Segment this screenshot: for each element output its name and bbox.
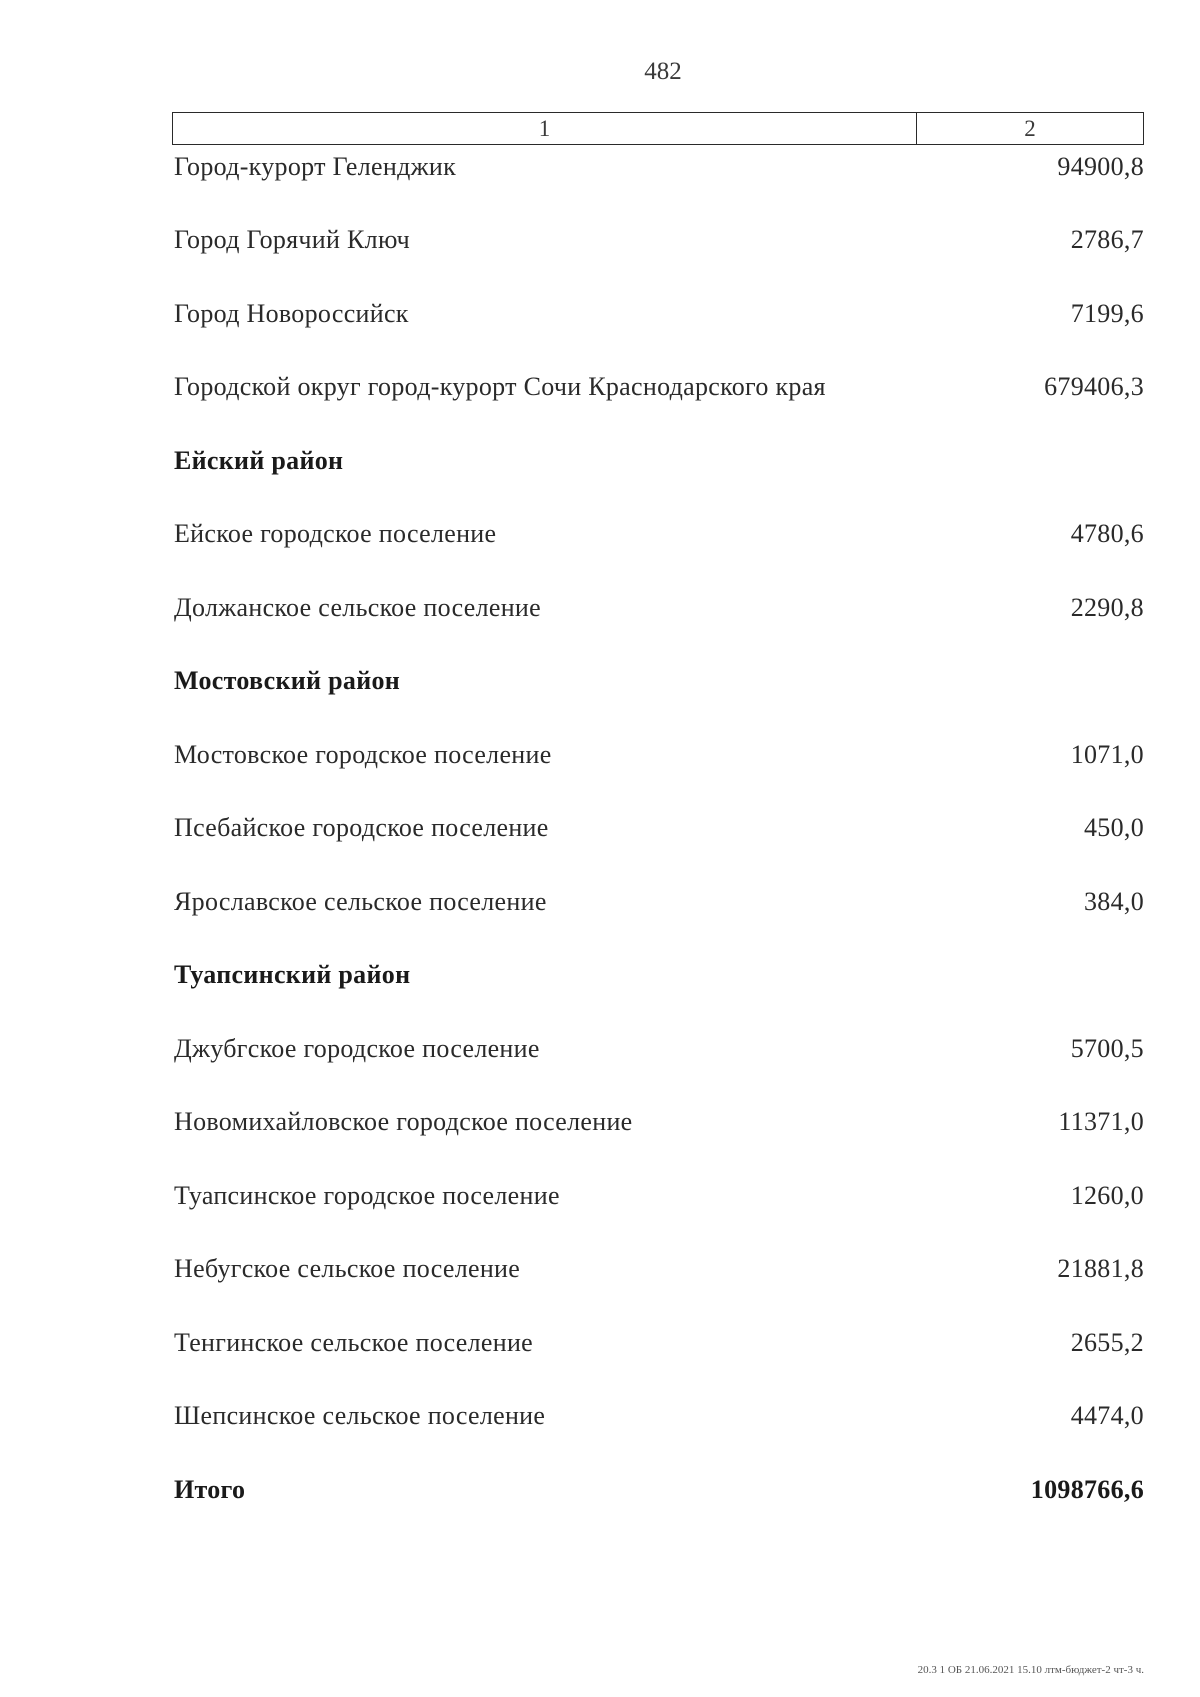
- row-value: 2655,2: [1070, 1327, 1144, 1357]
- row-name: Туапсинский район: [174, 960, 411, 990]
- row-value: 1071,0: [1070, 739, 1144, 769]
- row-value: 679406,3: [1044, 372, 1144, 402]
- document-footer-code: 20.3 1 ОБ 21.06.2021 15.10 лтм-бюджет-2 чт-3 ч.: [917, 1664, 1144, 1676]
- row-value: 4780,6: [1070, 519, 1144, 549]
- row-value: 2290,8: [1070, 592, 1144, 622]
- row-name: Джубгское городское поселение: [174, 1033, 540, 1063]
- table-row: [174, 1012, 1144, 1086]
- row-value: 94900,8: [1057, 151, 1144, 181]
- page-number: 482: [644, 58, 682, 85]
- row-name: Город Горячий Ключ: [174, 225, 411, 255]
- table-row: [174, 1233, 1144, 1307]
- table-row: [174, 204, 1144, 278]
- table-row: [174, 1086, 1144, 1160]
- row-value: 11371,0: [1058, 1107, 1144, 1137]
- total-row: [174, 1453, 1144, 1527]
- table-row: [174, 792, 1144, 866]
- row-name: Город Новороссийск: [174, 298, 409, 328]
- column-2-header: 2: [1024, 116, 1036, 141]
- row-name: Итого: [174, 1474, 246, 1504]
- row-name: Городской округ город-курорт Сочи Краснодарского края: [174, 372, 826, 402]
- row-name: Мостовский район: [174, 666, 401, 696]
- row-value: 450,0: [1084, 813, 1144, 843]
- row-name: Шепсинское сельское поселение: [174, 1401, 546, 1431]
- row-name: Небугское сельское поселение: [174, 1254, 521, 1284]
- row-name: Ярославское сельское поселение: [174, 886, 547, 916]
- row-name: Туапсинское городское поселение: [174, 1180, 560, 1210]
- table-row: [174, 1159, 1144, 1233]
- row-value: 1098766,6: [1030, 1474, 1144, 1504]
- table-row: [174, 351, 1144, 425]
- row-name: Псебайское городское поселение: [174, 813, 549, 843]
- table-row: [174, 1306, 1144, 1380]
- table-row: [174, 498, 1144, 572]
- row-name: Новомихайловское городское поселение: [174, 1107, 633, 1137]
- table-row: [174, 277, 1144, 351]
- row-value: 5700,5: [1070, 1033, 1144, 1063]
- row-value: 1260,0: [1070, 1180, 1144, 1210]
- column-1-header: 1: [173, 113, 917, 144]
- table-row: [174, 865, 1144, 939]
- row-value: 2786,7: [1070, 225, 1144, 255]
- table-row: [174, 718, 1144, 792]
- table-row: [174, 130, 1144, 204]
- row-name: Тенгинское сельское поселение: [174, 1327, 534, 1357]
- row-value: 384,0: [1084, 886, 1144, 916]
- row-name: Должанское сельское поселение: [174, 592, 541, 622]
- row-name: Город-курорт Геленджик: [174, 151, 457, 181]
- table-row: [174, 1380, 1144, 1454]
- row-name: Ейское городское поселение: [174, 519, 497, 549]
- district-heading-row: [174, 645, 1144, 719]
- table-body: [174, 130, 1144, 1527]
- district-heading-row: [174, 424, 1144, 498]
- row-name: Ейский район: [174, 445, 344, 475]
- row-value: 4474,0: [1070, 1401, 1144, 1431]
- row-value: 21881,8: [1057, 1254, 1144, 1284]
- district-heading-row: [174, 939, 1144, 1013]
- row-value: 7199,6: [1070, 298, 1144, 328]
- table-row: [174, 571, 1144, 645]
- row-name: Мостовское городское поселение: [174, 739, 552, 769]
